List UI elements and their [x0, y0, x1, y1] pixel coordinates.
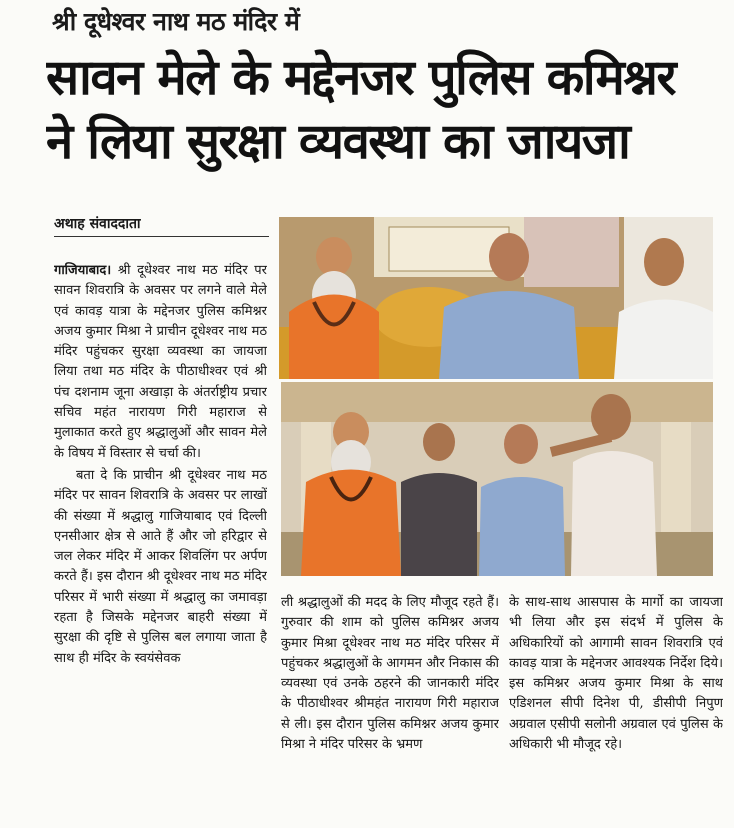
byline: अथाह संवाददाता — [54, 214, 269, 237]
headline — [46, 46, 726, 174]
paragraph-2: बता दे कि प्राचीन श्री दूधेश्वर नाथ मठ मंदिर पर सावन शिवरात्रि के अवसर पर लाखों की संख्या में श्रद्धालु गाजियाबाद एवं दिल्ली एनसीआर क्षेत्र से आते हैं और जो हरिद्वार से जल लेकर मंदिर में आकर शिवलिंग पर अर्पण करते हैं। इस दौरान श्री दूधेश्वर नाथ मठ मंदिर परिसर में भारी संख्या में श्रद्धालु का जमावड़ा रहता है जिसके मद्देनजर बाहरी संख्या में सुरक्षा की दृष्टि से पुलिस बल लगाया जाता है साथ ही मंदिर के स्वयंसेवक — [54, 467, 267, 666]
article-column-3: के साथ-साथ आसपास के मार्गो का जायजा भी लिया और इस संदर्भ में पुलिस के अधिकारियों को आगामी सावन शिवरात्रि एवं कावड़ यात्रा के मद्देनजर आवश्यक निर्देश दिये। इस कमिश्नर अजय कुमार मिश्रा के साथ एडिशनल सीपी दिनेश पी, डीसीपी निपुण अग्रवाल एसीपी सलोनी अग्रवाल एवं पुलिस के अधिकारी भी मौजूद रहे। — [509, 595, 723, 753]
headline-line-1: सावन मेले के मद्देनजर पुलिस कमिश्नर — [46, 49, 675, 106]
dateline: गाजियाबाद। — [54, 263, 112, 278]
article-column-2: ली श्रद्धालुओं की मदद के लिए मौजूद रहते हैं। गुरुवार की शाम को पुलिस कमिश्नर अजय कुमार मिश्रा दूधेश्वर नाथ मठ मंदिर परिसर में पहुंचकर श्रद्धालुओं के आगमन और निकास की व्यवस्था एवं उनके ठहरने की जानकारी मंदिर के पीठाधीश्वर श्रीमहंत नारायण गिरी महाराज से ली। इस दौरान पुलिस कमिश्नर अजय कुमार मिश्रा ने मंदिर परिसर के भ्रमण — [281, 595, 499, 753]
headline-line-2: ने लिया सुरक्षा व्यवस्था का जायजा — [46, 113, 630, 170]
meeting-photo — [279, 217, 713, 379]
kicker: श्री दूधेश्वर नाथ मठ मंदिर में — [52, 7, 300, 36]
paragraph-1: श्री दूधेश्वर नाथ मठ मंदिर पर सावन शिवरात्रि के अवसर पर लगने वाले मेले एवं कावड़ यात्रा के मद्देनजर पुलिस कमिश्नर अजय कुमार मिश्रा ने प्राचीन दूधेश्वर नाथ मठ मंदिर पहुंचकर सुरक्षा व्यवस्था का जायजा लिया तथा मठ मंदिर के पीठाधीश्वर एवं श्री पंच दशनाम जूना अखाड़ा के अंतर्राष्ट्रीय प्रचार सचिव महंत नारायण गिरी महाराज से मुलाकात करते हुए श्रद्धालुओं और सावन मेले के विषय में विस्तार से चर्चा की। — [54, 263, 267, 461]
article-column-1 — [54, 261, 267, 825]
temple-visit-photo — [281, 382, 713, 576]
